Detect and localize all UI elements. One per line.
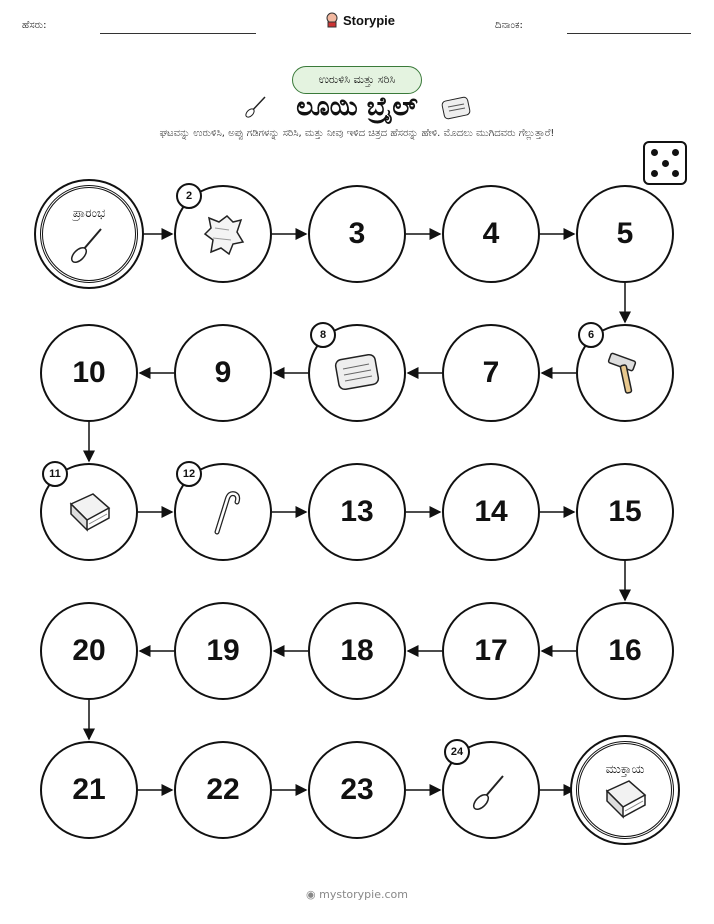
instructions: ಘಟವನ್ನು ಉರುಳಿಸಿ, ಅಪ್ಪು ಗಡಿಗಳನ್ನು ಸರಿಸಿ, ಮತ್ತು ನೀವು ಇಳಿದ ಚಿತ್ರದ ಹೆಸರನ್ನು ಹೇಳಿ. ಮೊದಲು ಮುಗಿದವರು ಗೆಲ್ಲುತ್ತಾರೆ! [159, 128, 555, 139]
board-cell-15[interactable] [576, 463, 674, 561]
cell-number: 4 [482, 217, 500, 250]
awl-icon [63, 217, 115, 269]
board-cell-20[interactable] [40, 602, 138, 700]
cane-icon [197, 486, 249, 538]
date-label: ದಿನಾಂಕ: [495, 20, 523, 31]
board-cell-17[interactable] [442, 602, 540, 700]
cell-number-badge: 24 [444, 739, 470, 765]
hammer-icon [599, 347, 651, 399]
cell-number-badge: 2 [176, 183, 202, 209]
cell-number: 20 [72, 634, 106, 667]
cell-number-badge: 6 [578, 322, 604, 348]
finish-label: ಮುಕ್ತಾಯ [605, 762, 645, 776]
board-cell-9[interactable] [174, 324, 272, 422]
board-cell-22[interactable] [174, 741, 272, 839]
cell-number: 10 [72, 356, 106, 389]
footer [0, 888, 714, 901]
board-cell-18[interactable] [308, 602, 406, 700]
cell-number: 15 [608, 495, 642, 528]
cell-number: 14 [474, 495, 508, 528]
cell-number: 21 [72, 773, 106, 806]
leather-hide-icon [197, 208, 249, 260]
brand-name: Storypie [343, 12, 396, 28]
slate-icon [331, 347, 383, 399]
cell-number: 17 [474, 634, 508, 667]
cell-number-badge: 8 [310, 322, 336, 348]
activity-pill: ಉರುಳಿಸಿ ಮತ್ತು ಸರಿಸಿ [292, 66, 422, 94]
cell-number: 23 [340, 773, 374, 806]
cell-number: 3 [348, 217, 366, 250]
board-cell-16[interactable] [576, 602, 674, 700]
page-title: ಲೂಯಿ ಬ್ರೈಲ್ [296, 92, 418, 122]
cell-number: 7 [482, 356, 500, 389]
cell-number: 19 [206, 634, 240, 667]
cell-number: 13 [340, 495, 374, 528]
board-cell-14[interactable] [442, 463, 540, 561]
cell-number: 22 [206, 773, 240, 806]
cell-number: 5 [616, 217, 634, 250]
board-cell-4[interactable] [442, 185, 540, 283]
board-cell-10[interactable] [40, 324, 138, 422]
board-cell-13[interactable] [308, 463, 406, 561]
book-icon [63, 486, 115, 538]
cell-number: 16 [608, 634, 642, 667]
awl-icon [465, 764, 517, 816]
board-cell-23[interactable] [308, 741, 406, 839]
board-cell-7[interactable] [442, 324, 540, 422]
book-icon [599, 773, 651, 825]
cell-number-badge: 11 [42, 461, 68, 487]
board-cell-5[interactable] [576, 185, 674, 283]
start-label: ಪ್ರಾರಂಭ [72, 206, 106, 220]
name-label: ಹೆಸರು: [22, 20, 47, 31]
cell-number-badge: 12 [176, 461, 202, 487]
footer-mascot-icon: ◉ [306, 888, 320, 901]
cell-number: 18 [340, 634, 374, 667]
board-cell-19[interactable] [174, 602, 272, 700]
finish-cell[interactable] [576, 741, 674, 839]
cell-number: 9 [214, 356, 232, 389]
start-cell[interactable] [40, 185, 138, 283]
board-cell-21[interactable] [40, 741, 138, 839]
footer-url[interactable]: mystorypie.com [319, 888, 408, 901]
board-cell-3[interactable] [308, 185, 406, 283]
